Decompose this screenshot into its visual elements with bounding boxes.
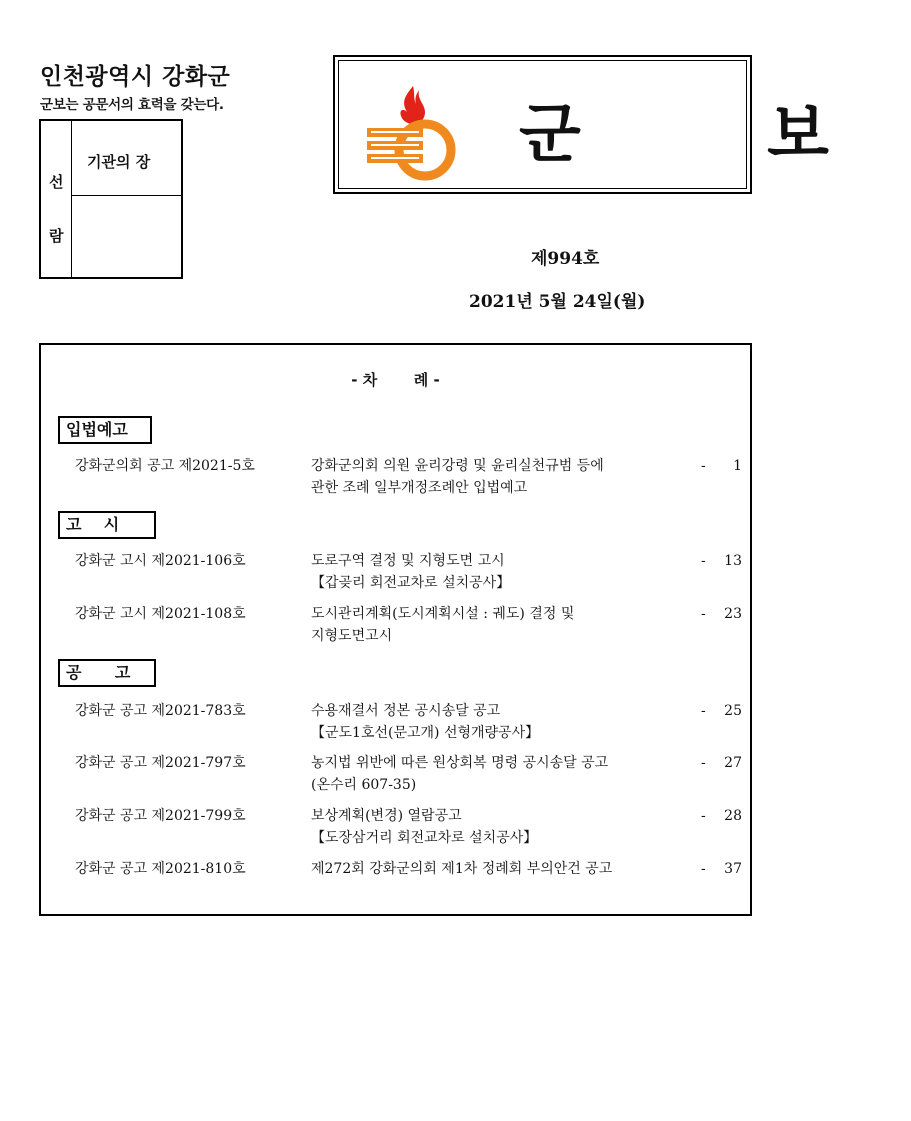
page-number: 27 [724,755,742,771]
notice-title: 도로구역 결정 및 지형도면 고시 【갑곶리 회전교차로 설치공사】 [311,553,511,591]
table-of-contents [39,343,752,916]
notice-number: 강화군의회 공고 제2021-5호 [75,458,255,474]
routing-label-1: 선 [49,173,64,191]
notice-title: 보상계획(변경) 열람공고 【도장삼거리 회전교차로 설치공사】 [311,808,538,846]
routing-head-cell [71,121,181,196]
notice-number: 강화군 공고 제2021-783호 [75,703,246,719]
notice-title: 도시관리계획(도시계획시설 : 궤도) 결정 및 지형도면고시 [311,606,575,644]
title-banner-inner [338,60,911,189]
page-number: 1 [733,458,742,474]
routing-head-label: 기관의 장 [87,153,151,171]
routing-label-column [41,121,72,277]
section-label: 공 고 [58,659,156,687]
leader-dash: - [701,458,706,474]
org-name: 인천광역시 강화군 [40,64,231,90]
notice-title: 제272회 강화군의회 제1차 정례회 부의안건 공고 [311,861,613,877]
notice-title: 수용재결서 정본 공시송달 공고 【군도1호선(문고개) 선형개량공사】 [311,703,540,741]
notice-title: 농지법 위반에 따른 원상회복 명령 공시송달 공고 (온수리 607-35) [311,755,609,793]
gunbo-emblem-icon [363,80,463,180]
section-label: 입법예고 [58,416,152,444]
leader-dash: - [701,553,706,569]
page-number: 23 [724,606,742,622]
issue-date: 2021년 5월 24일(월) [469,292,646,312]
toc-title: - 차 례 - [351,371,440,389]
routing-box [39,119,183,279]
leader-dash: - [701,755,706,771]
notice-number: 강화군 공고 제2021-799호 [75,808,246,824]
page-number: 37 [724,861,742,877]
page-number: 13 [724,553,742,569]
page-number: 25 [724,703,742,719]
notice-number: 강화군 공고 제2021-810호 [75,861,246,877]
issue-number: 제994호 [531,249,600,269]
leader-dash: - [701,861,706,877]
notice-number: 강화군 고시 제2021-108호 [75,606,246,622]
leader-dash: - [701,606,706,622]
notice-number: 강화군 고시 제2021-106호 [75,553,246,569]
gazette-subtitle: 군보는 공문서의 효력을 갖는다. [40,97,224,113]
gazette-title: 군 보 [519,98,911,172]
section-label: 고 시 [58,511,156,539]
notice-title: 강화군의회 의원 윤리강령 및 윤리실천규범 등에 관한 조례 일부개정조례안 입법예고 [311,458,604,496]
title-banner [333,55,911,194]
leader-dash: - [701,808,706,824]
page-number: 28 [724,808,742,824]
routing-label-2: 람 [49,227,64,245]
leader-dash: - [701,703,706,719]
notice-number: 강화군 공고 제2021-797호 [75,755,246,771]
